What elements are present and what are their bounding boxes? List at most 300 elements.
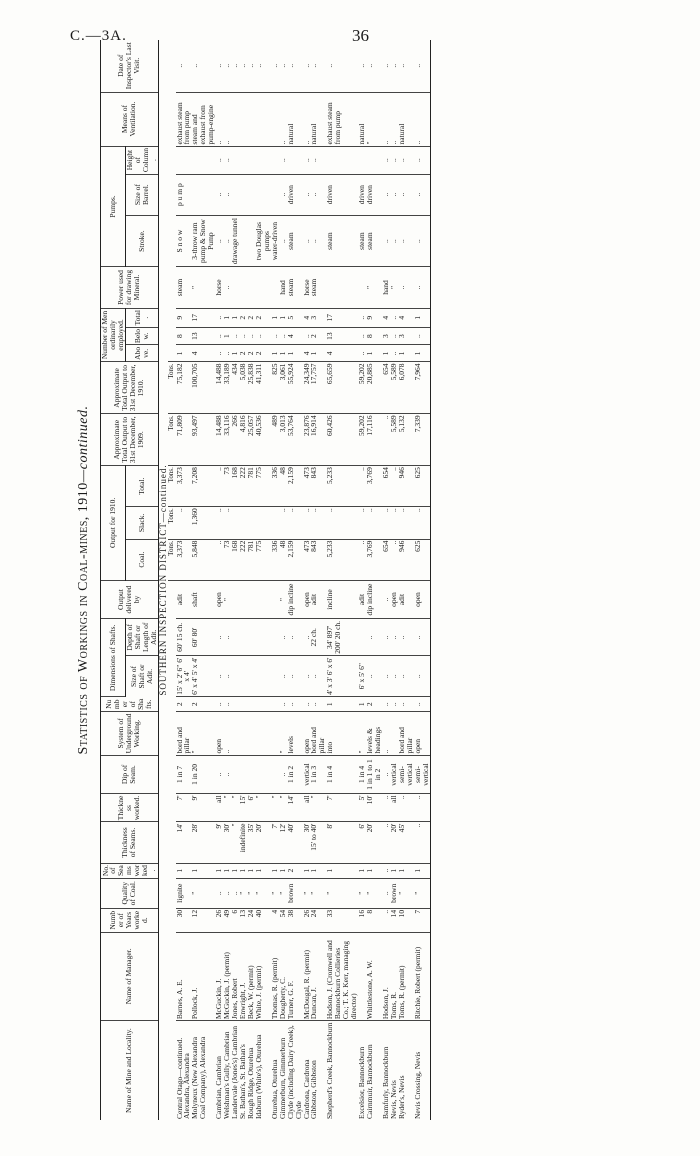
cell-quality: .. — [223, 878, 231, 908]
cell-power — [326, 267, 358, 308]
cell-barrel: driven — [326, 174, 358, 215]
cell-t1910: 24,349 — [303, 362, 311, 414]
cell-coal: .. — [390, 539, 398, 580]
cell-thick: 15' to 40' — [310, 822, 326, 863]
cell-mine: St. Bathan's, St. Bathan's — [238, 1044, 247, 1119]
cell-dip — [247, 755, 255, 794]
cell-t1910: 6,078 — [398, 362, 414, 414]
cell-barrel: .. — [223, 174, 231, 215]
cell-worked: 14' — [287, 794, 303, 822]
cell-t1910: 3,061 — [279, 362, 287, 414]
cell-worked: .. — [382, 794, 390, 822]
table-row — [191, 40, 215, 1120]
cell-coal: 222 — [239, 539, 247, 580]
cell-stroke: .. — [414, 215, 430, 267]
cell-by: shaft — [191, 580, 215, 619]
cell-size: .. — [366, 656, 382, 697]
cell-mine: Landervale (Jones's) Cambrian — [230, 1026, 240, 1119]
cell-size — [239, 656, 247, 697]
cell-thick: " — [231, 822, 239, 863]
cell-t1909: 7,339 — [414, 414, 430, 466]
cell-mine: Shepherd's Creek, Bannockburn — [325, 1022, 335, 1119]
cell-total: 336 — [271, 466, 279, 507]
cell-worked: " — [231, 794, 239, 822]
cell-slack — [239, 507, 247, 539]
table-row — [414, 40, 430, 1120]
cell-by: open — [390, 580, 398, 619]
cell-slack: .. — [366, 507, 382, 539]
cell-coal: 5,848 — [191, 539, 215, 580]
cell-slack: .. — [382, 507, 390, 539]
cell-below: 8 — [176, 327, 192, 344]
cell-t1909: 3,013 — [279, 414, 287, 466]
cell-by: dip incline — [287, 580, 303, 619]
cell-t1910: 65,659 — [326, 362, 358, 414]
cell-shafts — [255, 697, 271, 712]
cell-seams: 1 — [398, 863, 414, 878]
cell-depth: 22 ch. — [310, 619, 326, 656]
table-row — [382, 40, 390, 1120]
cell-depth: .. — [279, 619, 287, 656]
header-ventilation: Means of Ventilation. — [101, 92, 159, 146]
cell-quality: " — [247, 878, 255, 908]
cell-below: 3 — [398, 327, 414, 344]
cell-manager: Pollock, J. — [191, 932, 215, 1021]
header-years: Number of Years worked. — [101, 908, 159, 932]
cell-size: .. — [398, 656, 414, 697]
cell-column — [255, 146, 271, 174]
cell-manager: Ritchie, Robert (permit) — [414, 932, 430, 1021]
cell-years: 26 — [303, 908, 311, 932]
cell-depth: 34' 897' 200' 20 ch. — [326, 619, 358, 656]
cell-above: 1 — [287, 345, 303, 362]
cell-system — [239, 712, 247, 755]
cell-size: .. — [287, 656, 303, 697]
cell-depth: .. — [303, 619, 311, 656]
cell-barrel — [239, 174, 247, 215]
cell-visit: .. — [390, 40, 398, 92]
cell-years: .. — [382, 908, 390, 932]
cell-mtotal: 17 — [326, 308, 358, 327]
cell-manager: White, J. (permit) — [255, 932, 271, 1021]
cell-barrel: driven — [287, 174, 303, 215]
cell-barrel: .. — [382, 174, 390, 215]
cell-visit: .. — [414, 40, 430, 92]
header-mine: Name of Mine and Locality. — [101, 1021, 159, 1120]
cell-mtotal: 1 — [271, 308, 279, 327]
cell-mtotal: 1 — [223, 308, 231, 327]
cell-quality: " — [303, 878, 311, 908]
cell-power: steam — [310, 267, 326, 308]
cell-thick: .. — [382, 822, 390, 863]
cell-column: .. — [382, 146, 390, 174]
cell-total: 7,208 — [191, 466, 215, 507]
cell-thick: 8' — [326, 822, 358, 863]
cell-worked: all — [390, 794, 398, 822]
cell-vent: natural — [287, 92, 303, 146]
cell-worked: 7' — [326, 794, 358, 822]
cell-seams: .. — [382, 863, 390, 878]
cell-visit: .. — [271, 40, 279, 92]
cell-mine: Rough Ridge, Oturehua — [245, 1047, 255, 1119]
cell-below: .. — [255, 327, 271, 344]
cell-worked: " — [223, 794, 231, 822]
cell-column — [287, 146, 303, 174]
cell-shafts: 2 — [191, 697, 215, 712]
cell-manager: Dougherty, C. — [279, 932, 287, 1021]
table-row — [398, 40, 414, 1120]
table-row — [287, 40, 303, 1120]
cell-total: 48 — [279, 466, 287, 507]
cell-vent: natural — [398, 92, 414, 146]
cell-dip: .. — [223, 755, 231, 794]
cell-power: horse — [303, 267, 311, 308]
cell-size: .. — [382, 656, 390, 697]
cell-t1909: 93,497 — [191, 414, 215, 466]
cell-dip: .. — [279, 755, 287, 794]
section-row — [158, 40, 168, 1120]
cell-total: 625 — [414, 466, 430, 507]
cell-system: levels — [287, 712, 303, 755]
cell-system: .. — [382, 712, 390, 755]
cell-mtotal: 17 — [191, 308, 215, 327]
cell-depth: .. — [223, 619, 231, 656]
header-manager: Name of Manager. — [101, 932, 159, 1021]
cell-visit: .. — [255, 40, 271, 92]
cell-t1910: 59,202 — [358, 362, 366, 414]
cell-by — [255, 580, 271, 619]
cell-above: 1 — [398, 345, 414, 362]
cell-shafts — [231, 697, 239, 712]
rotated-table-sheet — [76, 40, 674, 1120]
cell-mine: Molyneux (New Alexandra Coal Company), Alexandra — [190, 1036, 208, 1119]
cell-below: 2 — [310, 327, 326, 344]
cell-mtotal: 9 — [366, 308, 382, 327]
header-shaft-depth: Depth of Shaft or Length of Adit. — [125, 619, 158, 656]
table-row — [310, 40, 326, 1120]
cell-dip: 1 in 2 — [287, 755, 303, 794]
cell-manager: McDougal, R. (permit) — [303, 932, 311, 1021]
cell-seams: 1 — [279, 863, 287, 878]
cell-visit: .. — [247, 40, 255, 92]
cell-slack: .. — [398, 507, 414, 539]
cell-coal: 781 — [247, 539, 255, 580]
cell-system: .. — [223, 712, 231, 755]
cell-years: 14 — [390, 908, 398, 932]
cell-below: 13 — [191, 327, 215, 344]
cell-seams: 1 — [366, 863, 382, 878]
cell-shafts — [239, 697, 247, 712]
cell-column — [231, 146, 239, 174]
cell-vent: .. — [279, 92, 287, 146]
cell-worked: 7' — [176, 794, 192, 822]
cell-coal: 168 — [231, 539, 239, 580]
table-row — [271, 40, 279, 1120]
cell-total: 3,769 — [366, 466, 382, 507]
cell-thick: 7' — [271, 822, 279, 863]
cell-visit: .. — [279, 40, 287, 92]
cell-dip — [239, 755, 247, 794]
cell-seams: 2 — [287, 863, 303, 878]
cell-visit: .. — [231, 40, 239, 92]
cell-barrel: .. — [215, 174, 223, 215]
cell-system: " — [191, 712, 215, 755]
cell-quality: lignite — [176, 878, 192, 908]
cell-above: 4 — [326, 345, 358, 362]
cell-quality: .. — [382, 878, 390, 908]
cell-stroke: steam — [326, 215, 358, 267]
cell-thick: 20' — [366, 822, 382, 863]
cell-by — [247, 580, 255, 619]
cell-shafts: 2 — [176, 697, 192, 712]
cell-barrel: .. — [303, 174, 311, 215]
cell-depth: 60' 80' — [191, 619, 215, 656]
cell-manager: Toms, R. — [390, 932, 398, 1021]
header-dip: Dip of Seam. — [101, 755, 159, 794]
cell-t1910: 5,038 — [239, 362, 247, 414]
cell-by: open — [414, 580, 430, 619]
cell-t1910: 14,488 — [215, 362, 223, 414]
cell-power: " — [366, 267, 382, 308]
cell-t1909: 33,116 — [223, 414, 231, 466]
cell-system: into — [326, 712, 358, 755]
cell-quality: .. — [231, 878, 239, 908]
cell-years: 8 — [366, 908, 382, 932]
cell-dip — [255, 755, 271, 794]
cell-t1909: 5,589 — [390, 414, 398, 466]
header-shafts-number: Number of Shafts. — [101, 697, 159, 712]
cell-shafts: 1 — [358, 697, 366, 712]
cell-quality: " — [310, 878, 326, 908]
cell-size: 6' x 4' 5' x 4' — [191, 656, 215, 697]
cell-worked: all — [303, 794, 311, 822]
cell-depth — [239, 619, 247, 656]
cell-years: 24 — [310, 908, 326, 932]
cell-column: .. — [279, 146, 287, 174]
cell-vent: .. — [414, 92, 430, 146]
table-row — [303, 40, 311, 1120]
cell-column: .. — [390, 146, 398, 174]
cell-column — [176, 146, 192, 174]
cell-dip: 1 in 20 — [191, 755, 215, 794]
cell-coal: .. — [215, 539, 223, 580]
header-thickness-worked: Thickness worked. — [101, 794, 159, 822]
cell-depth: .. — [215, 619, 223, 656]
cell-coal: 625 — [414, 539, 430, 580]
cell-visit: .. — [223, 40, 231, 92]
header-shaft-size: Size of Shaft or Adit. — [125, 656, 158, 697]
cell-seams: 1 — [310, 863, 326, 878]
table-row — [366, 40, 382, 1120]
cell-total: 222 — [239, 466, 247, 507]
cell-above: 1 — [176, 345, 192, 362]
header-last-visit: Date of Inspector's Last Visit. — [101, 40, 159, 92]
cell-t1909: 14,488 — [215, 414, 223, 466]
cell-mine: Gibbston, Gibbston — [309, 1060, 319, 1119]
cell-seams: 1 — [326, 863, 358, 878]
cell-quality: " — [358, 878, 366, 908]
cell-below: .. — [303, 327, 311, 344]
unit-total-1909: Tons. — [168, 414, 175, 466]
cell-coal: 775 — [255, 539, 271, 580]
cell-column — [358, 146, 366, 174]
cell-stroke: 3-throw ram pump & Snow Pump — [191, 215, 215, 267]
cell-quality: " — [326, 878, 358, 908]
cell-total: .. — [215, 466, 223, 507]
header-output-by: Output delivered by — [101, 580, 159, 619]
cell-by: open — [215, 580, 223, 619]
cell-dip: .. — [215, 755, 223, 794]
cell-size: .. — [215, 656, 223, 697]
cell-dip: 1 in 7 — [176, 755, 192, 794]
cell-above: .. — [358, 345, 366, 362]
cell-thick: 40' — [287, 822, 303, 863]
header-coal: Coal. — [125, 539, 158, 580]
header-column: Height of Column. — [124, 148, 158, 173]
cell-size: .. — [303, 656, 311, 697]
cell-vent: natural — [358, 92, 366, 146]
cell-thick: 45' — [398, 822, 414, 863]
cell-size: 6' x 5' 6" — [358, 656, 366, 697]
cell-seams: 1 — [247, 863, 255, 878]
cell-column: .. — [223, 146, 231, 174]
cell-worked: " — [310, 794, 326, 822]
cell-column: .. — [414, 146, 430, 174]
cell-seams: 1 — [414, 863, 430, 878]
header-power: Power used for drawing Mineral. — [101, 267, 159, 308]
cell-total: 5,233 — [326, 466, 358, 507]
cell-by — [231, 580, 239, 619]
cell-dip: vertical — [390, 755, 398, 794]
cell-years: 13 — [239, 908, 247, 932]
cell-below: .. — [358, 327, 366, 344]
cell-power: hand — [382, 267, 390, 308]
cell-stroke: drawage tunnel — [231, 215, 239, 267]
table-row — [231, 40, 239, 1120]
cell-visit: .. — [303, 40, 311, 92]
cell-total: 781 — [247, 466, 255, 507]
cell-mtotal: 3 — [310, 308, 326, 327]
cell-slack: .. — [303, 507, 311, 539]
cell-by: adit — [398, 580, 414, 619]
cell-column — [239, 146, 247, 174]
cell-years: 6 — [231, 908, 239, 932]
cell-stroke — [239, 215, 247, 267]
cell-manager: Duncan, J. — [310, 932, 326, 1021]
cell-stroke: steam — [366, 215, 382, 267]
cell-below: .. — [239, 327, 247, 344]
cell-barrel: .. — [398, 174, 414, 215]
cell-coal: 336 — [271, 539, 279, 580]
cell-above: 2 — [255, 345, 271, 362]
cell-worked: .. — [414, 794, 430, 822]
cell-column: .. — [303, 146, 311, 174]
cell-dip: 1 in 1 to 1 in 2 — [366, 755, 382, 794]
cell-seams: 1 — [191, 863, 215, 878]
cell-quality: " — [366, 878, 382, 908]
cell-t1910: 5,589 — [390, 362, 398, 414]
cell-depth: .. — [398, 619, 414, 656]
cell-worked: 6' — [247, 794, 255, 822]
cell-seams: 1 — [271, 863, 279, 878]
cell-thick: 9' — [215, 822, 223, 863]
cell-vent — [231, 92, 239, 146]
cell-depth — [255, 619, 271, 656]
cell-years: 16 — [358, 908, 366, 932]
cell-column — [247, 146, 255, 174]
cell-vent: exhaust steam from pump — [326, 92, 358, 146]
cell-power: " — [191, 267, 215, 308]
cell-stroke: .. — [303, 215, 311, 267]
cell-by — [239, 580, 247, 619]
cell-total: 473 — [303, 466, 311, 507]
cell-barrel — [231, 174, 239, 215]
cell-mine: Nevis Crossing, Nevis — [414, 1021, 430, 1120]
cell-mtotal: 9 — [176, 308, 192, 327]
cell-visit: .. — [176, 40, 192, 92]
cell-below: .. — [231, 327, 239, 344]
cell-below: .. — [279, 327, 287, 344]
cell-above: 1 — [231, 345, 239, 362]
cell-above: .. — [390, 345, 398, 362]
cell-mtotal: 4 — [398, 308, 414, 327]
cell-thick: 6' — [358, 822, 366, 863]
cell-vent: .. — [303, 92, 311, 146]
header-men-above: Above. — [125, 345, 158, 362]
cell-mine: Cambrian, Cambrian — [214, 1056, 224, 1119]
cell-vent: .. — [390, 92, 398, 146]
cell-above: 1 — [271, 345, 279, 362]
cell-mine: Central Otago—continued. Alexandra, Alexandra — [174, 1037, 192, 1119]
cell-total: 2,159 — [287, 466, 303, 507]
cell-stroke: .. — [279, 215, 287, 267]
cell-depth — [231, 619, 239, 656]
cell-thick: 35' — [247, 822, 255, 863]
table-row — [223, 40, 231, 1120]
cell-mtotal: 1 — [231, 308, 239, 327]
page-number: 36 — [352, 26, 369, 45]
cell-above: 1 — [279, 345, 287, 362]
cell-by: " — [223, 580, 231, 619]
cell-power — [231, 267, 239, 308]
cell-dip: 1 in 4 — [358, 755, 366, 794]
cell-t1909: 489 — [271, 414, 279, 466]
cell-barrel: .. — [310, 174, 326, 215]
cell-size: .. — [223, 656, 231, 697]
cell-mine: Cardrona, Cardrona — [301, 1059, 311, 1119]
cell-t1910: 7,964 — [414, 362, 430, 414]
cell-mine: Excelsior, Bannockburn — [357, 1046, 367, 1119]
cell-above: 1 — [382, 345, 390, 362]
cell-mtotal: .. — [358, 308, 366, 327]
cell-system: bord and pillar — [176, 712, 192, 755]
cell-seams: 1 — [215, 863, 223, 878]
cell-slack: .. — [215, 507, 223, 539]
cell-years: 30 — [176, 908, 192, 932]
cell-system: levels & headings — [366, 712, 382, 755]
cell-visit: .. — [382, 40, 390, 92]
table-row — [326, 40, 358, 1120]
cell-dip: 1 in 4 — [326, 755, 358, 794]
cell-seams: 1 — [176, 863, 192, 878]
cell-worked: 15' — [239, 794, 247, 822]
cell-slack: 1,360 — [191, 507, 215, 539]
table-row — [239, 40, 247, 1120]
cell-shafts: 1 — [326, 697, 358, 712]
cell-above: 1 — [414, 345, 430, 362]
header-total-1909: Approximate Total Output to 31st December, 1909. — [101, 414, 159, 466]
cell-system: bord and pillar — [398, 712, 414, 755]
